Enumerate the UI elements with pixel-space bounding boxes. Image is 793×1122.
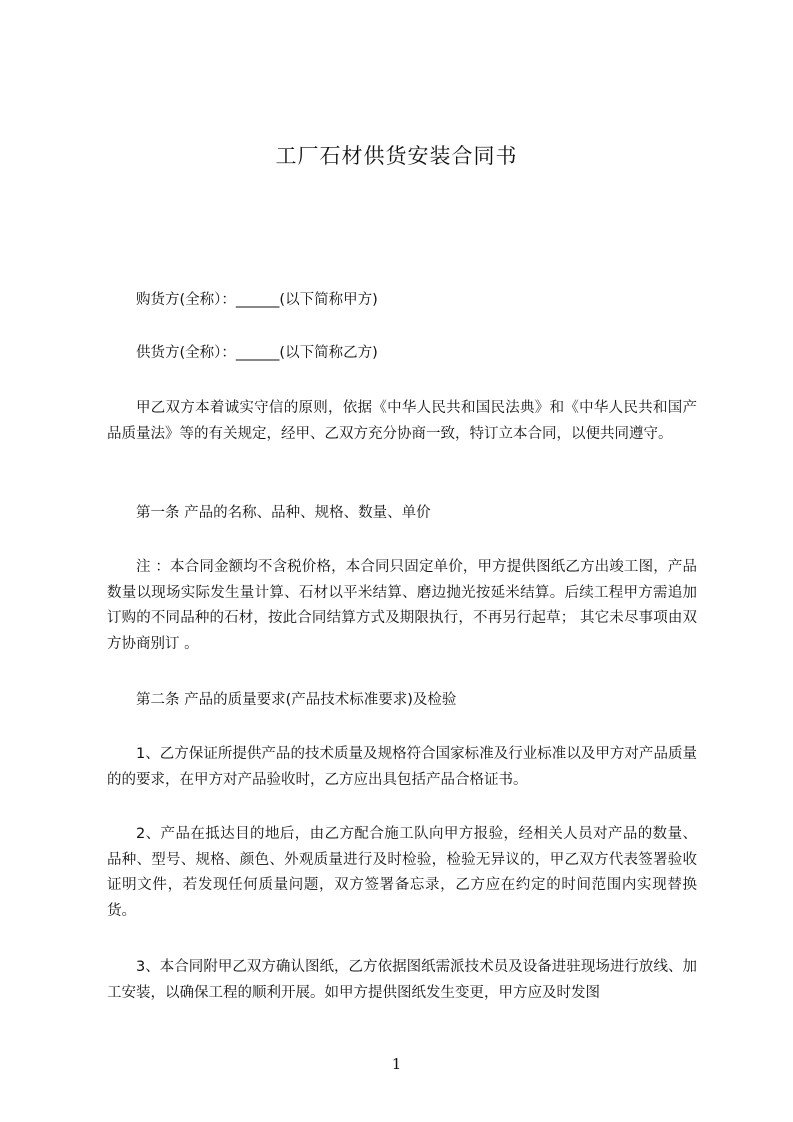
clause-2-2: 2、产品在抵达目的地后，由乙方配合施工队向甲方报验，经相关人员对产品的数量、 品种、型号、规格、颜色、外观质量进行及时检验，检验无异议的，甲乙双方代表签署验收证明文件，若发现任何质量问题，双方签署备忘录，乙方应在约定的时间范围内实现替换货。 (107, 826, 697, 919)
clause-2-1: 1、乙方保证所提供产品的技术质量及规格符合国家标准及行业标准以及甲方对产品质量的的要求，在甲方对产品验收时，乙方应出具包括产品合格证书。 (107, 746, 697, 788)
document-title: 工厂石材供货安装合同书 (275, 144, 518, 168)
article-2-heading: 第二条 产品的质量要求(产品技术标准要求)及检验 (136, 692, 457, 708)
preamble-paragraph: 甲乙双方本着诚实守信的原则，依据《中华人民共和国民法典》和《中华人民共和国产品质量法》等的有关规定，经甲、乙双方充分协商一致，特订立本合同，以便共同遵守。 (107, 400, 697, 442)
supplier-line: 供货方(全称）：______(以下简称乙方) (136, 345, 378, 361)
article-1-heading: 第一条 产品的名称、品种、规格、数量、单价 (136, 505, 431, 521)
clause-2-3: 3、本合同附甲乙双方确认图纸，乙方依据图纸需派技术员及设备进驻现场进行放线、加工安装，以确保工程的顺利开展。如甲方提供图纸发生变更，甲方应及时发图 (107, 959, 697, 1001)
page-number: 1 (391, 1055, 402, 1073)
note-paragraph: 注 ：本合同金额均不含税价格，本合同只固定单价，甲方提供图纸乙方出竣工图，产品数量以现场实际发生量计算、石材以平米结算、磨边抛光按延米结算。后续工程甲方需追加订购的不同品种的石材，按此合同结算方式及期限执行，不再另行起草； 其它未尽事项由双方协商别订 。 (107, 559, 697, 652)
buyer-line: 购货方(全称）：______(以下简称甲方) (136, 292, 378, 308)
